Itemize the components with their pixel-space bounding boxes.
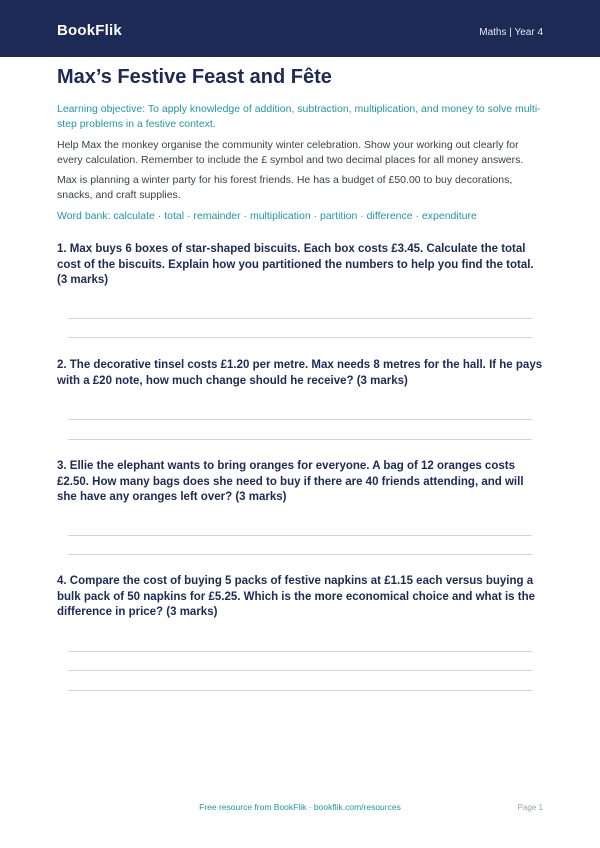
instructions-paragraph: Help Max the monkey organise the community winter celebration. Show your working out clearly for every calculation. Remember to include the £ symbol and two decimal places for all money answers. (57, 139, 524, 166)
learning-objective: Learning objective: To apply knowledge of addition, subtraction, multiplication, and money to solve multi-step problems in a festive context. (57, 103, 541, 130)
subject-year-label: Maths | Year 4 (479, 27, 543, 38)
answer-line[interactable] (68, 690, 532, 691)
word-bank: Word bank: calculate · total · remainder · multiplication · partition · difference · expenditure (57, 210, 477, 222)
answer-line[interactable] (68, 670, 532, 671)
worksheet-title: Max’s Festive Feast and Fête (57, 66, 332, 88)
page-number: Page 1 (517, 803, 543, 812)
page-header (0, 0, 600, 57)
answer-line[interactable] (68, 535, 532, 536)
answer-line[interactable] (68, 651, 532, 652)
brand-logo-text[interactable]: BookFlik (57, 22, 122, 39)
answer-line[interactable] (68, 318, 532, 319)
answer-line[interactable] (68, 337, 532, 338)
question-3: 3. Ellie the elephant wants to bring oranges for everyone. A bag of 12 oranges costs £2.50. How many bags does she need to buy if there are 40 friends attending, and will she have any oranges left over? (3 marks) (57, 460, 524, 503)
footer-link[interactable]: Free resource from BookFlik · bookflik.com/resources (199, 802, 401, 812)
answer-line[interactable] (68, 554, 532, 555)
answer-line[interactable] (68, 439, 532, 440)
answer-line[interactable] (68, 419, 532, 420)
question-2: 2. The decorative tinsel costs £1.20 per metre. Max needs 8 metres for the hall. If he pays with a £20 note, how much change should he receive? (3 marks) (57, 359, 543, 387)
question-1: 1. Max buys 6 boxes of star-shaped biscuits. Each box costs £3.45. Calculate the total cost of the biscuits. Explain how you partitioned the numbers to help you find the total. (3 marks) (57, 243, 534, 286)
question-4: 4. Compare the cost of buying 5 packs of festive napkins at £1.15 each versus buying a bulk pack of 50 napkins for £5.25. Which is the more economical choice and what is the difference in price? (3 marks) (57, 575, 536, 618)
scenario-paragraph: Max is planning a winter party for his forest friends. He has a budget of £50.00 to buy decorations, snacks, and craft supplies. (57, 174, 513, 201)
